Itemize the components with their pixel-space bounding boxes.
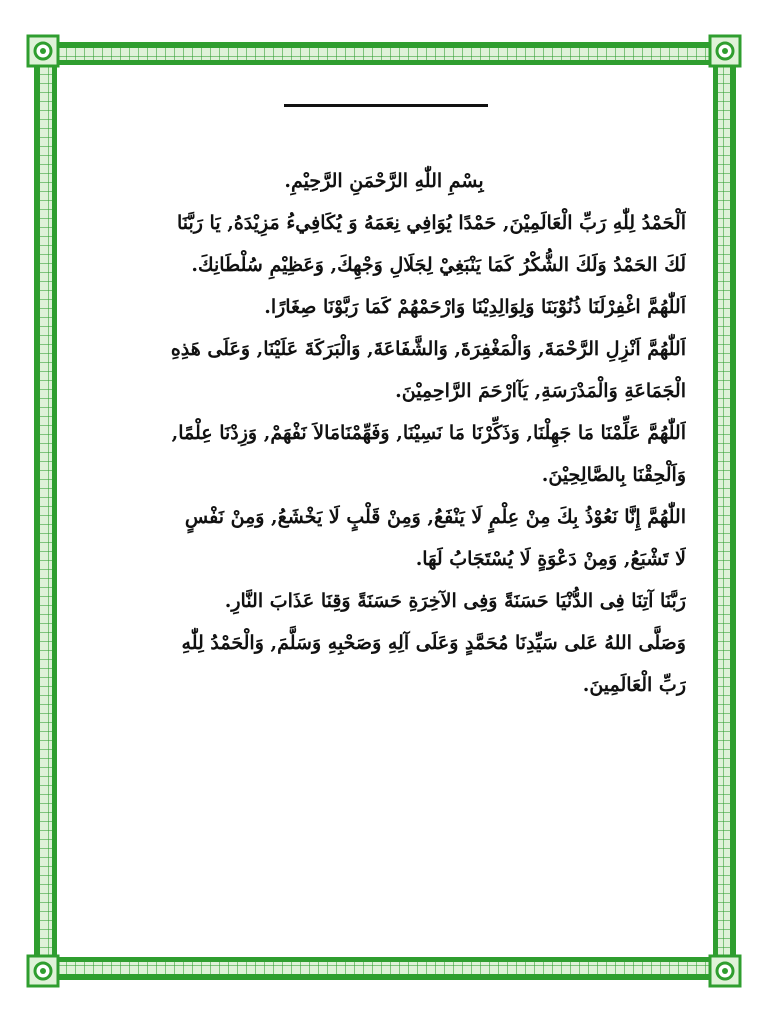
corner-ornament-icon: [708, 34, 742, 68]
text-line: اَللّٰهُمَّ عَلِّمْنَا مَا جَهِلْنَا, وَذَكِّرْنَا مَا نَسِيْنَا, وَفَهِّمْنَامَالاَ نَفْهَمْ, وَزِدْنَا عِلْمًا,: [171, 422, 686, 444]
text-line: لَا تَشْبَعُ, وَمِنْ دَعْوَةٍ لَا يُسْتَجَابُ لَهَا.: [415, 548, 686, 570]
corner-ornament-icon: [26, 954, 60, 988]
text-line: اَللّٰهُمَّ اَنْزِلِ الرَّحْمَةَ, وَالْمَغْفِرَةَ, وَالشَّفَاعَةَ, وَالْبَرَكَةَ عَلَيْنَا, وَعَلَى هَذِهِ: [170, 338, 686, 360]
basmala: بِسْمِ اللّٰهِ الرَّحْمَنِ الرَّحِيْمِ.: [284, 170, 484, 192]
text-line: اَللّٰهُمَّ اغْفِرْلَنَا ذُنُوْبَنَا وَلِوَالِدِيْنَا وَارْحَمْهُمْ كَمَا رَبَّوْنَا صِغَارًا.: [264, 296, 686, 318]
text-line: وَاَلْحِقْنَا بِالصَّالِحِيْنَ.: [541, 464, 686, 486]
text-line: الْجَمَاعَةِ وَالْمَدْرَسَةِ, يَآارْحَمَ الرَّاحِمِيْنَ.: [395, 380, 686, 402]
prayer-text: [82, 160, 686, 706]
text-line: رَبِّ الْعَالَمِينَ.: [582, 674, 686, 696]
text-line: اللّٰهُمَّ إِنَّا نَعُوْذُ بِكَ مِنْ عِلْمٍ لَا يَنْفَعُ, وَمِنْ قَلْبٍ لَا يَخْشَعُ, وَمِنْ نَفْسٍ: [184, 506, 686, 528]
header-rule: [284, 104, 488, 107]
text-line: رَبَّنَا آتِنَا فِى الدُّنْيَا حَسَنَةً وَفِى الآخِرَةِ حَسَنَةً وَقِنَا عَذَابَ النَّارِ.: [224, 590, 686, 612]
corner-ornament-icon: [708, 954, 742, 988]
corner-ornament-icon: [26, 34, 60, 68]
text-line: لَكَ الحَمْدُ وَلَكَ الشُّكْرُ كَمَا يَنْبَغِيْ لِجَلَالِ وَجْهِكَ, وَعَظِيْمِ سُلْطَانِكَ.: [191, 254, 686, 276]
text-line: وَصَلَّى اللهُ عَلى سَيِّدِنَا مُحَمَّدٍ وَعَلَى آلِهِ وَصَحْبِهِ وَسَلَّمَ, وَالْحَمْدُ لِلّٰهِ: [181, 632, 686, 654]
text-line: اَلْحَمْدُ لِلّٰهِ رَبِّ الْعَالَمِيْنَ, حَمْدًا يُوَافِي نِعَمَهُ وَ يُكَافِيءُ مَزِيْدَهُ, يَا رَبَّنَا: [176, 212, 686, 234]
